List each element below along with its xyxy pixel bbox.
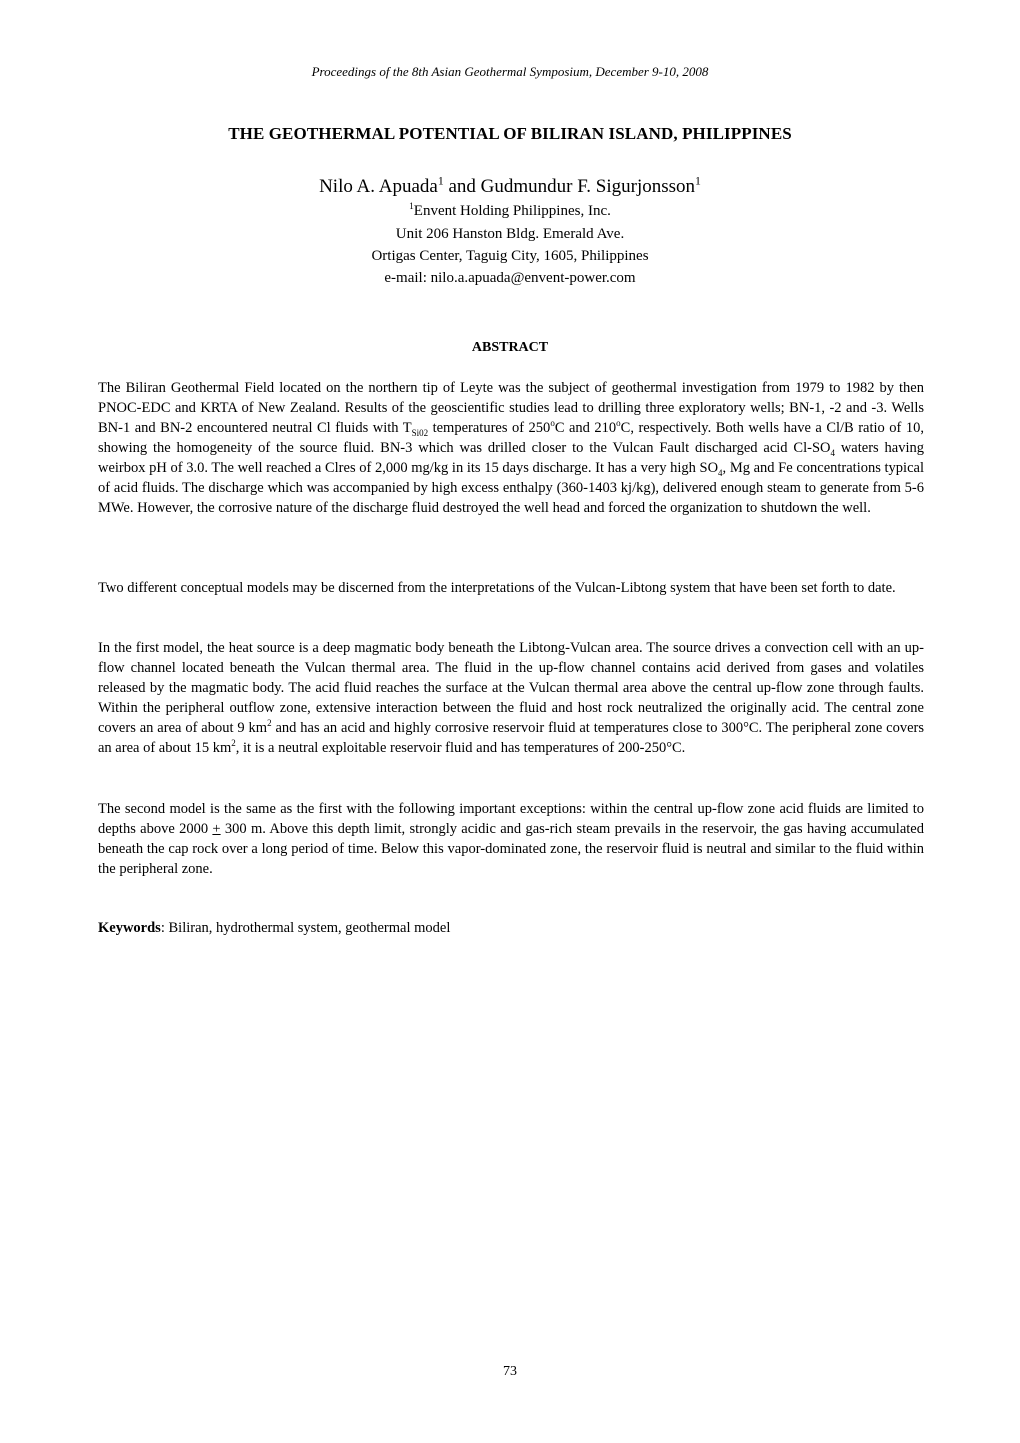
author-2-name: Gudmundur F. Sigurjonsson [480, 176, 696, 197]
running-header: Proceedings of the 8th Asian Geothermal Symposium, December 9-10, 2008 [311, 64, 709, 79]
p3-km2-superscript-2: 2 [231, 738, 236, 749]
p4-part-a: The second model is the same as the first with the following important exceptions: within the central up-flow zone acid fluids are limited to depths above 2000 [98, 801, 924, 837]
keywords-text: : Biliran, hydrothermal system, geothermal model [160, 920, 451, 936]
affiliation-address-1: Unit 206 Hanston Bldg. Emerald Ave. [395, 226, 625, 242]
keywords-label: Keywords [98, 920, 161, 936]
p3-part-c: , it is a neutral exploitable reservoir fluid and has temperatures of 200-250°C. [235, 740, 686, 756]
p1-so4-subscript-2: 4 [718, 467, 723, 478]
affiliation-org [0, 203, 1020, 220]
p1-part-d: C, respectively. Both wells have a Cl/B ratio of 10, showing the homogeneity of the source fluid. BN-3 which was drilled closer to the Vulcan Fault discharged acid Cl-SO [98, 420, 924, 456]
p1-part-e: waters having weirbox pH of 3.0. The well reached a Clres of 2,000 mg/kg in its 15 days discharge. It has a very high SO [98, 440, 924, 476]
author-line [0, 176, 1020, 198]
abstract-heading: ABSTRACT [471, 340, 549, 355]
affiliation-org-name: Envent Holding Philippines, Inc. [413, 203, 611, 219]
plus-minus-sign: + [212, 821, 221, 837]
p1-part-c: C and 210 [554, 420, 617, 436]
p3-part-b: and has an acid and highly corrosive reservoir fluid at temperatures close to 300°C. The peripheral zone covers an area of about 15 km [98, 720, 924, 756]
p1-degree-mark-1: o [550, 418, 555, 429]
affiliation-email: e-mail: nilo.a.apuada@envent-power.com [384, 270, 636, 286]
p1-part-f: , Mg and Fe concentrations typical of acid fluids. The discharge which was accompanied by high excess enthalpy (360-1403 kj/kg), delivered enough steam to generate from 5-6 MWe. However, the corrosive nature of the discharge fluid destroyed the well head and forced the organization to shutdown the well. [98, 460, 924, 516]
p1-so4-subscript-1: 4 [830, 447, 835, 458]
abstract-paragraph-4 [98, 799, 924, 879]
abstract-paragraph-3 [98, 638, 924, 758]
affiliation-address-2: Ortigas Center, Taguig City, 1605, Philippines [371, 248, 649, 264]
p3-part-a: In the first model, the heat source is a deep magmatic body beneath the Libtong-Vulcan area. The source drives a convection cell with an up-flow channel located beneath the Vulcan thermal area. The fluid in the up-flow channel contains acid derived from gases and volatiles released by the magmatic body. The acid fluid reaches the surface at the Vulcan thermal area above the central up-flow zone through faults. Within the peripheral outflow zone, extensive interaction between the fluid and host rock neutralized the originally acid. The central zone covers an area of about 9 km [98, 640, 924, 736]
affiliation-mark: 1 [409, 202, 414, 212]
p3-km2-superscript-1: 2 [267, 718, 272, 729]
keywords-line [98, 920, 924, 937]
author-1-name: Nilo A. Apuada [319, 176, 438, 197]
page-number: 73 [503, 1364, 517, 1379]
p1-part-b: temperatures of 250 [428, 420, 551, 436]
abstract-paragraph-2: Two different conceptual models may be discerned from the interpretations of the Vulcan-Libtong system that have been set forth to date. [98, 580, 896, 596]
p1-sio2-subscript: Si02 [411, 427, 429, 438]
paper-title: THE GEOTHERMAL POTENTIAL OF BILIRAN ISLAND, PHILIPPINES [228, 124, 792, 143]
abstract-paragraph-1 [98, 378, 924, 518]
author-1-affil-mark: 1 [437, 174, 444, 188]
p4-part-b: 300 m. Above this depth limit, strongly acidic and gas-rich steam prevails in the reservoir, the gas having accumulated beneath the cap rock over a long period of time. Below this vapor-dominated zone, the reservoir fluid is neutral and similar to the fluid within the peripheral zone. [98, 821, 924, 877]
p1-degree-mark-2: o [616, 418, 621, 429]
author-2-affil-mark: 1 [695, 174, 701, 188]
author-conjunction: and [443, 176, 481, 197]
p1-part-a: The Biliran Geothermal Field located on the northern tip of Leyte was the subject of geothermal investigation from 1979 to 1982 by then PNOC-EDC and KRTA of New Zealand. Results of the geoscientific studies lead to drilling three exploratory wells; BN-1, -2 and -3. Wells BN-1 and BN-2 encountered neutral Cl fluids with T [98, 380, 924, 436]
